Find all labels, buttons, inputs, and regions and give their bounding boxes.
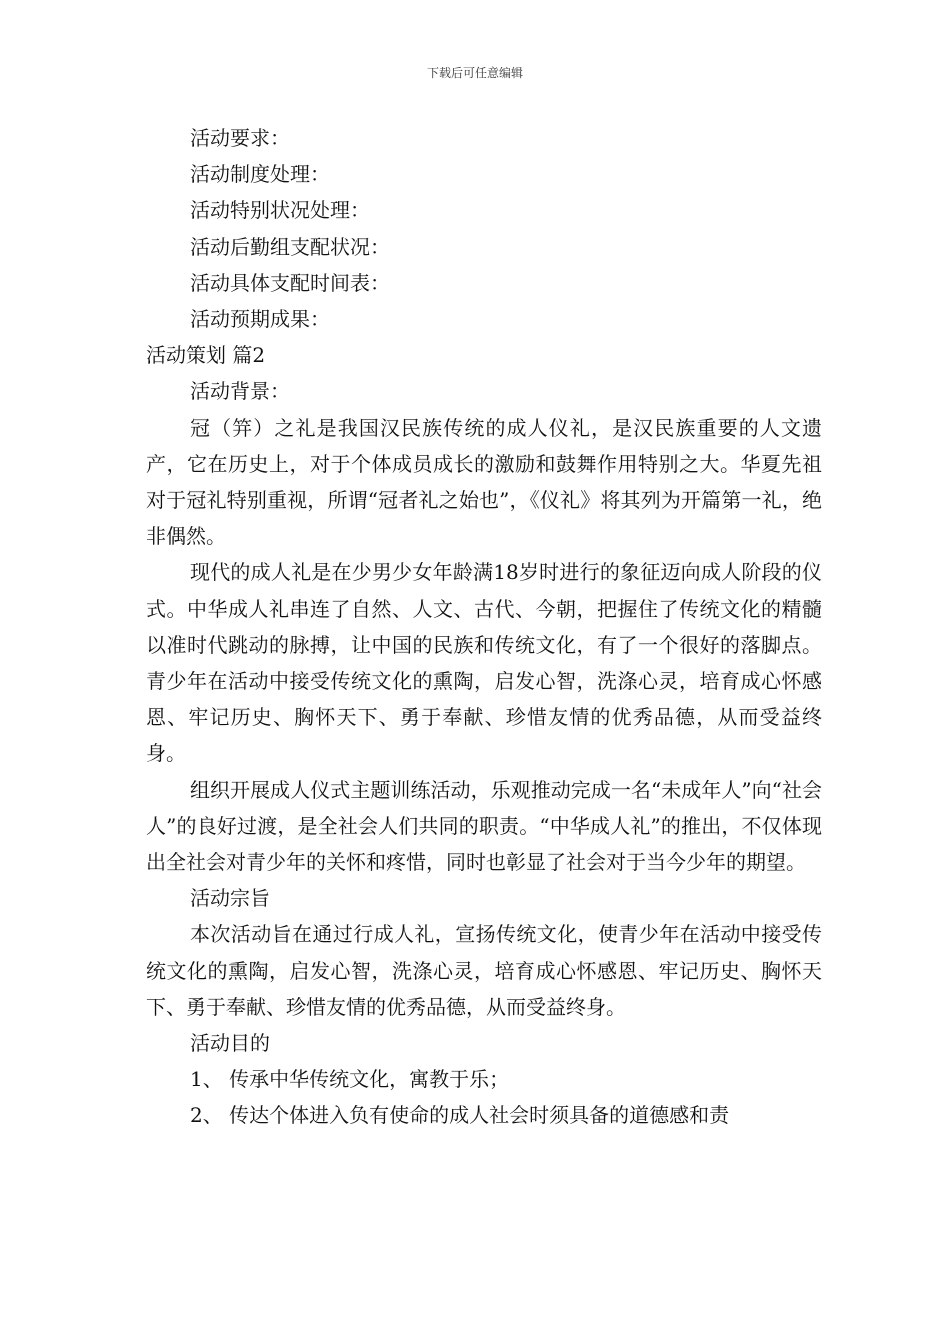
background-paragraph-1: 冠（笄）之礼是我国汉民族传统的成人仪礼，是汉民族重要的人文遗产，它在历史上，对于个体成员成长的激励和鼓舞作用特别之大。华夏先祖对于冠礼特别重视，所谓“冠者礼之始也”，《仪礼》将其列为开篇第一礼，绝非偶然。 (146, 415, 822, 549)
purpose-paragraph: 本次活动旨在通过行成人礼，宣扬传统文化，使青少年在活动中接受传统文化的熏陶，启发心智，洗涤心灵，培育成心怀感恩、牢记历史、胸怀天下、勇于奉献、珍惜友情的优秀品德，从而受益终身。 (146, 922, 822, 1019)
special-case-line: 活动特别状况处理： (190, 198, 370, 223)
requirement-line: 活动要求： (190, 126, 290, 150)
system-handling-line: 活动制度处理： (190, 162, 330, 187)
expected-result-line: 活动预期成果： (190, 307, 330, 332)
section-title: 活动策划 篇2 (146, 343, 266, 368)
background-paragraph-3: 组织开展成人仪式主题训练活动，乐观推动完成一名“未成年人”向“社会人”的良好过渡，是全社会人们共同的职责。“中华成人礼”的推出，不仅体现出全社会对青少年的关怀和疼惜，同时也彰显了社会对于当今少年的期望。 (146, 777, 822, 875)
goal-item-1: 1、 传承中华传统文化，寓教于乐； (190, 1067, 510, 1092)
background-label: 活动背景： (190, 379, 290, 404)
purpose-label: 活动宗旨 (190, 886, 270, 911)
document-body (146, 120, 822, 1134)
goal-label: 活动目的 (190, 1031, 270, 1056)
page-header-note: 下载后可任意编辑 (426, 66, 523, 80)
goal-item-2: 2、 传达个体进入负有使命的成人社会时须具备的道德感和责 (190, 1103, 730, 1128)
background-paragraph-2: 现代的成人礼是在少男少女年龄满18岁时进行的象征迈向成人阶段的仪式。中华成人礼串连了自然、人文、古代、今朝，把握住了传统文化的精髓以准时代跳动的脉搏，让中国的民族和传统文化，有了一个很好的落脚点。青少年在活动中接受传统文化的熏陶，启发心智，洗涤心灵，培育成心怀感恩、牢记历史、胸怀天下、勇于奉献、珍惜友情的优秀品德，从而受益终身。 (146, 560, 822, 766)
logistics-line: 活动后勤组支配状况： (190, 234, 390, 259)
schedule-line: 活动具体支配时间表： (190, 270, 390, 295)
